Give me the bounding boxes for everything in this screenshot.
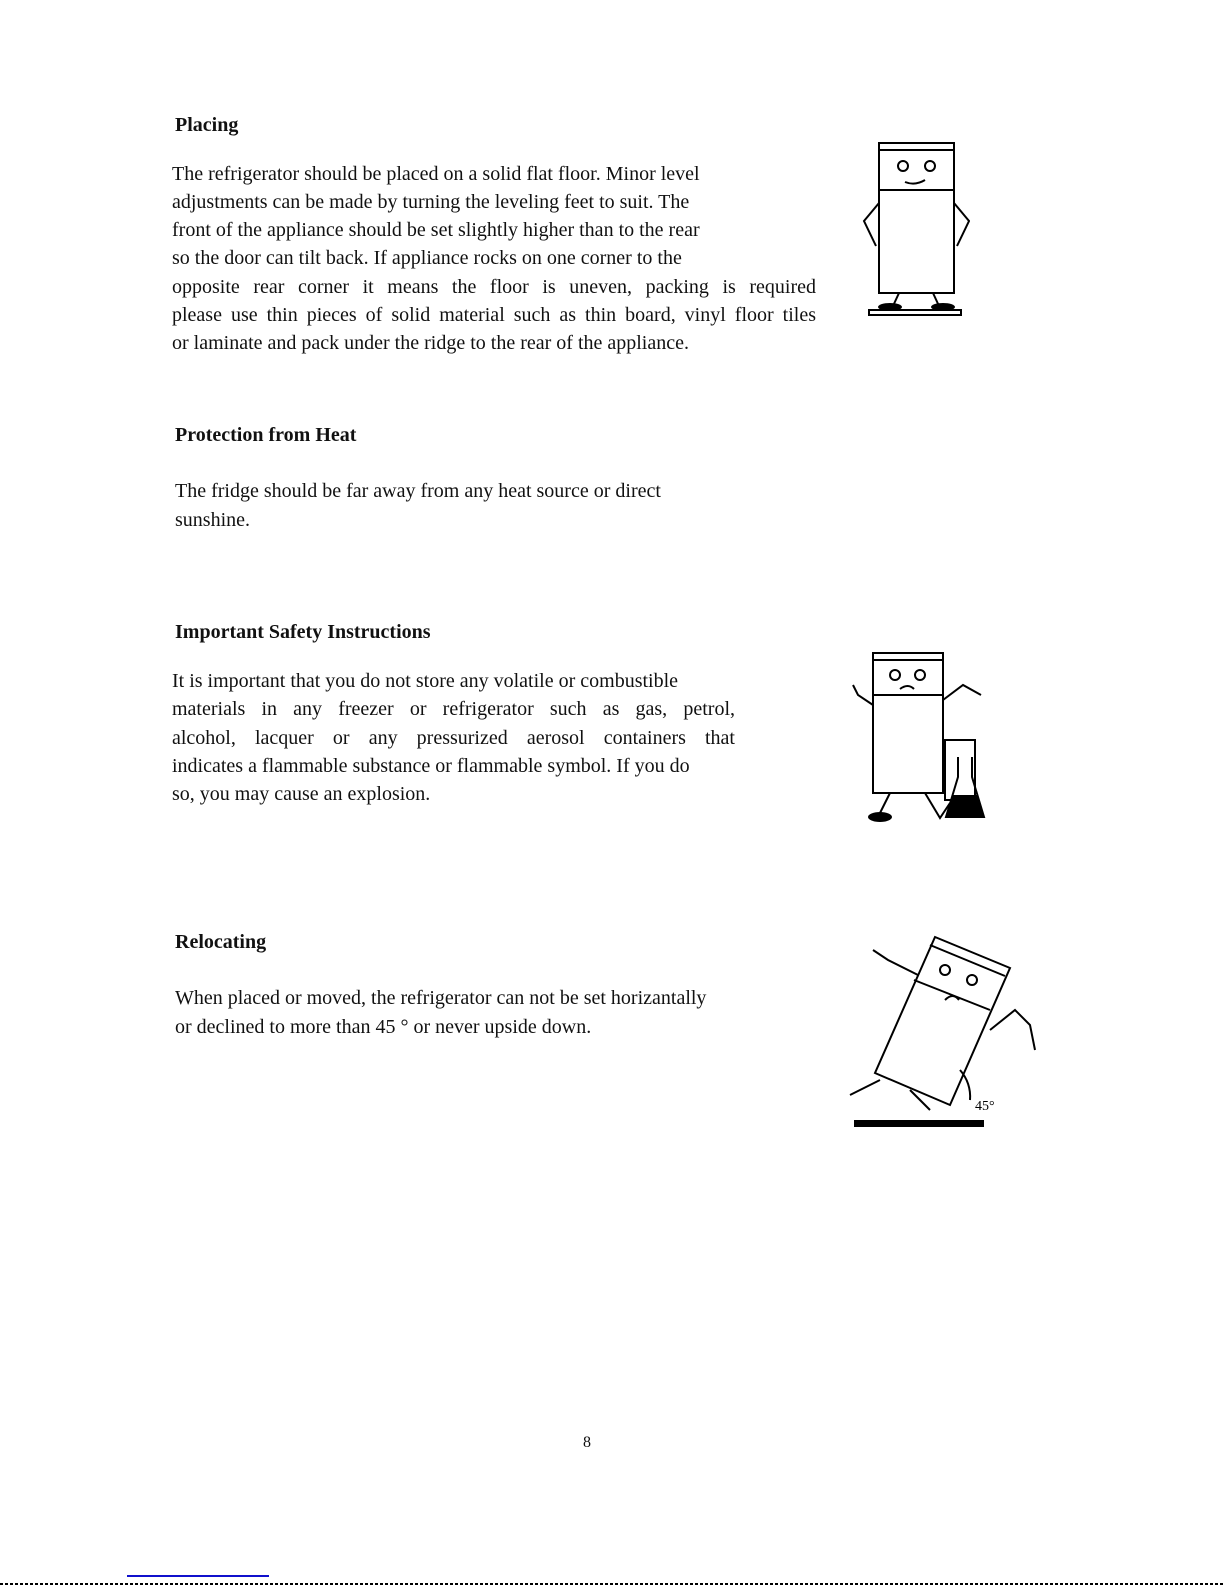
paragraph-line: sunshine. <box>175 509 250 531</box>
paragraph-line: please use thin pieces of solid material such as thin board, vinyl floor tiles <box>172 304 816 326</box>
paragraph-line: materials in any freezer or refrigerator such as gas, petrol, <box>172 698 735 720</box>
paragraph-line: When placed or moved, the refrigerator can not be set horizantally <box>175 987 707 1009</box>
paragraph-line: so the door can tilt back. If appliance rocks on one corner to the <box>172 247 682 269</box>
paragraph-line: The fridge should be far away from any heat source or direct <box>175 480 661 502</box>
paragraph-line: indicates a flammable substance or flammable symbol. If you do <box>172 755 690 777</box>
angle-label: 45° <box>975 1099 995 1114</box>
fridge-standing-illustration <box>855 138 970 323</box>
blue-rule <box>127 1575 269 1577</box>
heading-protection-from-heat: Protection from Heat <box>175 424 357 446</box>
fridge-running-with-flask-illustration <box>840 645 990 830</box>
fridge-tilted-45-degree-illustration <box>840 930 1050 1135</box>
heading-relocating: Relocating <box>175 931 267 953</box>
heading-placing: Placing <box>175 114 239 136</box>
paragraph-line: so, you may cause an explosion. <box>172 783 431 805</box>
page-number: 8 <box>583 1434 591 1451</box>
paragraph-line: adjustments can be made by turning the leveling feet to suit. The <box>172 191 690 213</box>
paragraph-line: alcohol, lacquer or any pressurized aerosol containers that <box>172 727 735 749</box>
paragraph-line: The refrigerator should be placed on a solid flat floor. Minor level <box>172 163 700 185</box>
paragraph-line: It is important that you do not store any volatile or combustible <box>172 670 679 692</box>
paragraph-line: opposite rear corner it means the floor is uneven, packing is required <box>172 276 816 298</box>
paragraph-line: or declined to more than 45 ° or never upside down. <box>175 1016 592 1038</box>
paragraph-line: front of the appliance should be set slightly higher than to the rear <box>172 219 700 241</box>
paragraph-line: or laminate and pack under the ridge to the rear of the appliance. <box>172 332 689 354</box>
heading-important-safety-instructions: Important Safety Instructions <box>175 621 431 643</box>
